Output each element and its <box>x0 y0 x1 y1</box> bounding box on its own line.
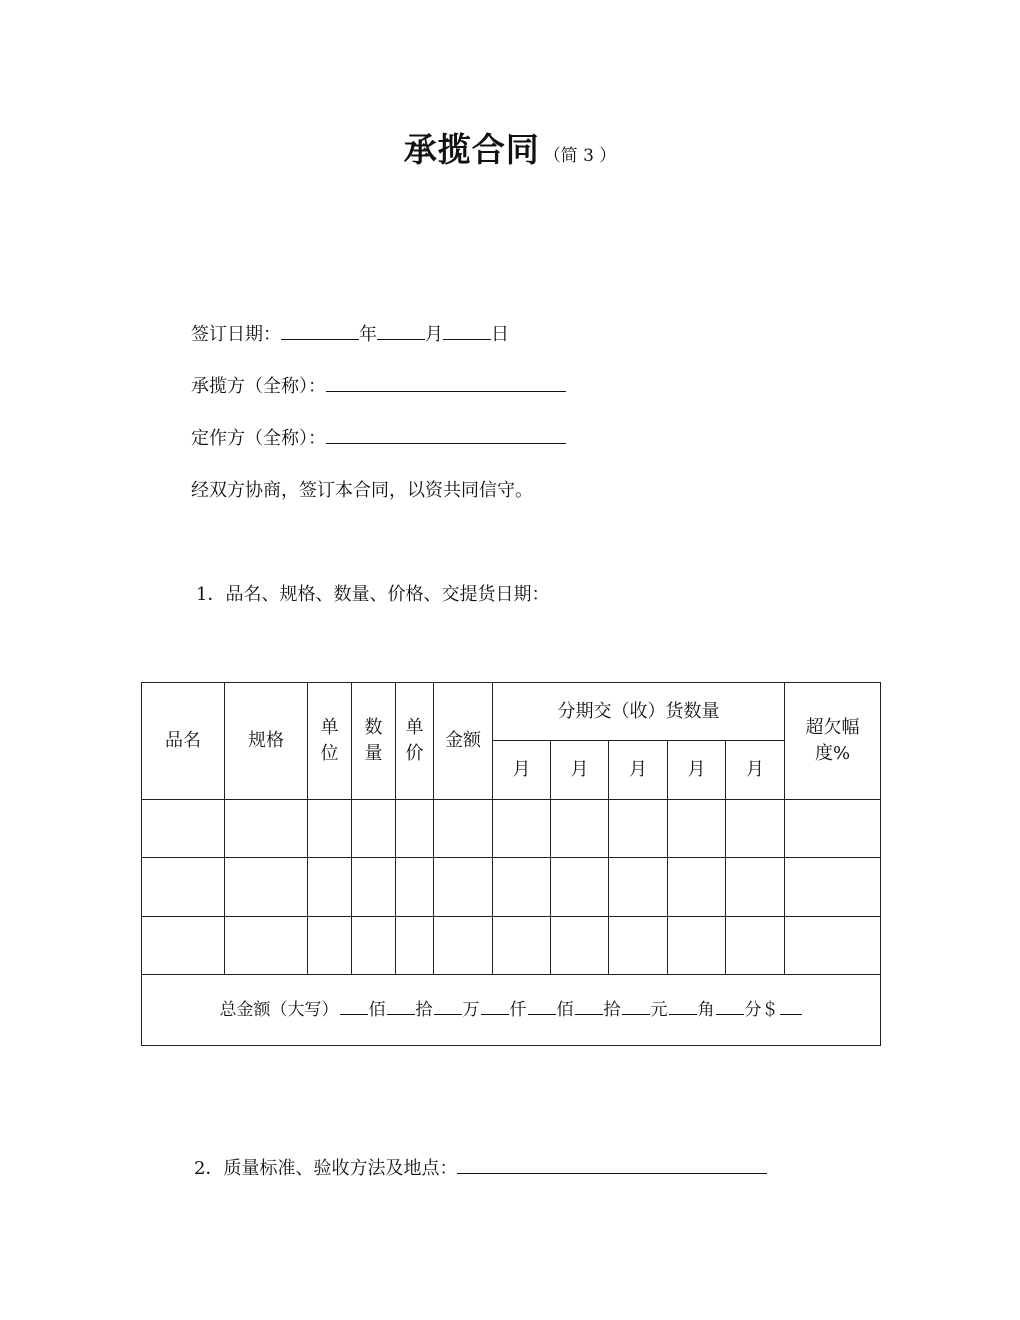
cell[interactable] <box>434 800 493 858</box>
month-header-1: 月 <box>493 741 551 800</box>
cell[interactable] <box>352 800 396 858</box>
unit-label: 拾 <box>603 1000 621 1020</box>
unit-label: 分＄ <box>744 1000 779 1020</box>
cell[interactable] <box>785 917 881 975</box>
header-unit-text: 单位 <box>320 717 339 764</box>
unit-label: 仟 <box>509 1000 527 1020</box>
cell[interactable] <box>225 800 308 858</box>
day-label: 日 <box>491 324 509 345</box>
cell[interactable] <box>726 917 785 975</box>
header-name: 品名 <box>142 683 225 800</box>
header-unit <box>308 683 352 800</box>
cell[interactable] <box>785 800 881 858</box>
total-amount-cell <box>142 975 881 1046</box>
table-header-row <box>142 683 881 741</box>
year-label: 年 <box>359 324 377 345</box>
table-row <box>142 800 881 858</box>
cell[interactable] <box>668 858 726 917</box>
header-over-under-line2: 度% <box>814 743 851 764</box>
amount-blank[interactable] <box>716 998 744 1015</box>
cell[interactable] <box>609 858 668 917</box>
cell[interactable] <box>493 917 551 975</box>
amount-blank[interactable] <box>669 998 697 1015</box>
cell[interactable] <box>609 800 668 858</box>
month-label: 月 <box>425 324 443 345</box>
header-installment: 分期交（收）货数量 <box>493 683 785 741</box>
client-blank[interactable] <box>326 425 566 444</box>
header-price-text: 单价 <box>405 717 424 764</box>
cell[interactable] <box>493 858 551 917</box>
month-header-3: 月 <box>609 741 668 800</box>
document-title: 承揽合同 <box>403 130 540 169</box>
table-row <box>142 917 881 975</box>
month-blank[interactable] <box>377 321 425 340</box>
amount-blank[interactable] <box>575 998 603 1015</box>
cell[interactable] <box>551 800 609 858</box>
cell[interactable] <box>308 800 352 858</box>
header-qty-text: 数量 <box>364 717 383 764</box>
section-2-heading: 2．质量标准、验收方法及地点： <box>194 1158 458 1179</box>
cell[interactable] <box>434 858 493 917</box>
cell[interactable] <box>668 800 726 858</box>
contractor-blank[interactable] <box>326 373 566 392</box>
cell[interactable] <box>225 858 308 917</box>
client-line <box>191 424 566 450</box>
cell[interactable] <box>551 917 609 975</box>
document-subtitle: （简 3 ） <box>543 146 617 166</box>
cell[interactable] <box>609 917 668 975</box>
cell[interactable] <box>396 800 434 858</box>
header-price <box>396 683 434 800</box>
amount-blank[interactable] <box>387 998 415 1015</box>
cell[interactable] <box>726 800 785 858</box>
section-2-line <box>194 1154 767 1180</box>
unit-label: 元 <box>650 1000 668 1020</box>
cell[interactable] <box>785 858 881 917</box>
contractor-label: 承揽方（全称）： <box>191 376 326 397</box>
amount-blank[interactable] <box>780 998 802 1015</box>
header-over-under-line1: 超欠幅 <box>805 717 860 738</box>
header-spec: 规格 <box>225 683 308 800</box>
cell[interactable] <box>142 917 225 975</box>
goods-table <box>141 682 881 1046</box>
cell[interactable] <box>142 800 225 858</box>
cell[interactable] <box>308 858 352 917</box>
unit-label: 角 <box>697 1000 715 1020</box>
amount-blank[interactable] <box>481 998 509 1015</box>
unit-label: 佰 <box>556 1000 574 1020</box>
amount-blank[interactable] <box>434 998 462 1015</box>
cell[interactable] <box>352 858 396 917</box>
table-row <box>142 858 881 917</box>
header-qty <box>352 683 396 800</box>
cell[interactable] <box>493 800 551 858</box>
unit-label: 万 <box>462 1000 480 1020</box>
amount-blank[interactable] <box>622 998 650 1015</box>
month-header-2: 月 <box>551 741 609 800</box>
month-header-5: 月 <box>726 741 785 800</box>
cell[interactable] <box>308 917 352 975</box>
year-blank[interactable] <box>281 321 359 340</box>
header-over-under <box>785 683 881 800</box>
preamble: 经双方协商，签订本合同，以资共同信守。 <box>191 480 533 501</box>
section-1-heading: 1．品名、规格、数量、价格、交提货日期： <box>196 584 550 605</box>
unit-label: 佰 <box>368 1000 386 1020</box>
cell[interactable] <box>726 858 785 917</box>
contractor-line <box>191 372 566 398</box>
cell[interactable] <box>551 858 609 917</box>
total-amount-label: 总金额（大写） <box>219 1000 339 1020</box>
header-amount: 金额 <box>434 683 493 800</box>
cell[interactable] <box>396 858 434 917</box>
client-label: 定作方（全称）： <box>191 428 326 449</box>
cell[interactable] <box>396 917 434 975</box>
unit-label: 拾 <box>415 1000 433 1020</box>
title-block <box>0 124 1020 171</box>
day-blank[interactable] <box>443 321 491 340</box>
month-header-4: 月 <box>668 741 726 800</box>
cell[interactable] <box>668 917 726 975</box>
quality-standard-blank[interactable] <box>457 1155 767 1174</box>
amount-blank[interactable] <box>340 998 368 1015</box>
cell[interactable] <box>225 917 308 975</box>
cell[interactable] <box>352 917 396 975</box>
cell[interactable] <box>434 917 493 975</box>
cell[interactable] <box>142 858 225 917</box>
amount-blank[interactable] <box>528 998 556 1015</box>
sign-date-label: 签订日期： <box>191 324 281 345</box>
total-amount-row <box>142 975 881 1046</box>
sign-date-line <box>191 320 509 346</box>
